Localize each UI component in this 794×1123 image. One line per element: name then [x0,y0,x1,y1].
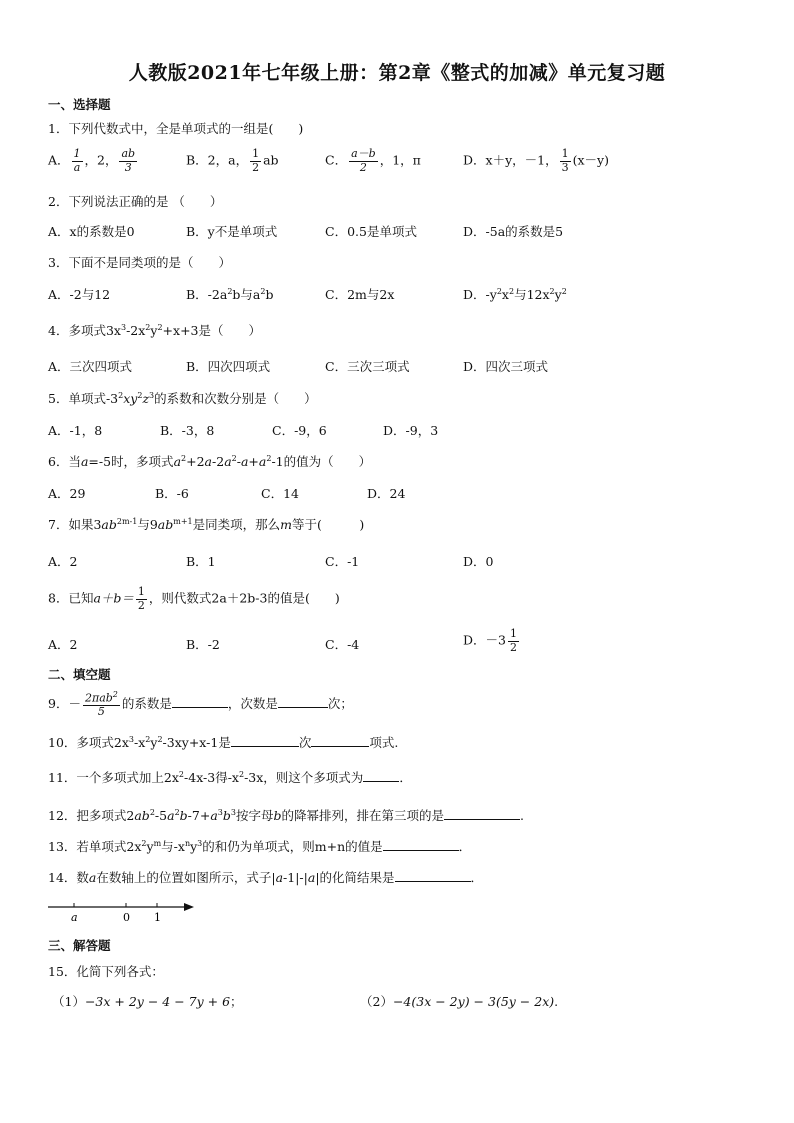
question-4-stem: 4．多项式$3x^3-2x^2y^2+x+3$是（ ） [48,322,261,338]
answer-blank[interactable] [231,734,299,747]
question-12: 12．把多项式$2ab^2-5a^2b-7+a^3b^3$按字母b的降幂排列，排在第三项的是 . [48,807,525,823]
question-15-part-1: （1）−3x + 2y − 4 − 7y + 6； [52,994,243,1009]
question-8-option-a: A．2 [48,637,78,652]
question-3-stem: 3．下面不是同类项的是（ ） [48,255,231,270]
label-1: 1 [154,911,161,924]
answer-blank[interactable] [278,695,328,708]
question-5-option-d: D．-9，3 [383,423,439,438]
question-7-option-a: A．2 [48,554,78,569]
question-2-option-c: C．0.5是单项式 [325,224,417,239]
question-9: 9．－ $\frac{2\pi ab^2}{5}$ 的系数是 ，次数是 次； [48,690,353,719]
answer-blank[interactable] [395,869,471,882]
number-line [46,897,198,925]
question-13: 13．若单项式$2x^2y^m$与$-x^ny^3$的和仍为单项式，则m+n的值是 ． [48,838,472,854]
question-8-option-d: D．－3 $\frac{1}{2}$ [463,627,517,654]
question-5-option-a: A．-1，8 [48,423,103,438]
question-4-option-c: C．三次三项式 [325,359,410,374]
fraction: $\frac{1}{2}$ [252,147,260,174]
question-1-stem: 1．下列代数式中，全是单项式的一组是( ) [48,121,304,136]
question-7-option-c: C．-1 [325,554,360,569]
question-10: 10．多项式$2x^3-x^2y^2-3xy+x-1$是 次 项式. [48,734,399,750]
page-title: 人教版2021年七年级上册：第2章《整式的加减》单元复习题 [128,62,666,84]
question-8-stem: 8．已知a＋b＝ $\frac{1}{2}$ ，则代数式2a＋2b-3的值是( ) [48,585,340,612]
question-2-option-a: A．x的系数是0 [48,224,135,239]
question-3-option-a: A．-2与12 [48,287,111,302]
fraction: $\frac{2\pi ab^2}{5}$ [84,690,118,719]
question-3-option-c: C．2m与2x [325,287,395,302]
arrow-icon [184,903,194,911]
question-5-stem: 5．单项式$-3^2xy^2z^3$的系数和次数分别是（ ） [48,390,317,406]
fraction: $\frac{1}{a}$ [73,147,81,174]
question-4-option-b: B．四次四项式 [186,359,271,374]
question-7-option-d: D．0 [463,554,494,569]
question-4-option-d: D．四次三项式 [463,359,549,374]
question-3-option-d: D．$-y^2x^2$与$12x^2y^2$ [463,286,567,302]
question-2-option-b: B．y不是单项式 [186,224,278,239]
question-14: 14．数a在数轴上的位置如图所示，式子|a-1|-|a|的化简结果是 ． [48,870,484,885]
fraction: $\frac{1}{3}$ [561,147,569,174]
question-15-part-2: （2）−4(3x − 2y) − 3(5y − 2x). [360,994,559,1009]
question-6-stem: 6．当a=-5时，多项式$a^2+2a-2a^2-a+a^2-1$的值为（ ） [48,453,372,469]
label-0: 0 [123,911,130,924]
question-2-stem: 2．下列说法正确的是 （ ） [48,194,223,209]
answer-blank[interactable] [363,769,399,782]
section-heading-solve: 三、解答题 [48,938,111,953]
answer-blank[interactable] [311,734,369,747]
question-7-option-b: B．1 [186,554,216,569]
answer-blank[interactable] [172,695,228,708]
fraction: $\frac{1}{2}$ [137,585,145,612]
question-4-option-a: A．三次四项式 [48,359,133,374]
question-11: 11．一个多项式加上$2x^2-4x-3$得$-x^2-3x$，则这个多项式为 ． [48,769,412,785]
question-7-stem: 7．如果$3ab^{2m-1}$与$9ab^{m+1}$是同类项，那么m等于( ) [48,516,365,532]
fraction: $\frac{a-b}{2}$ [351,147,376,174]
question-15-stem: 15．化简下列各式： [48,964,164,979]
question-1-option-c: C． $\frac{a-b}{2}$ ，1，π [325,147,421,174]
question-8-option-b: B．-2 [186,637,220,652]
question-3-option-b: B．$-2a^2b$与$a^2b$ [186,286,274,302]
question-6-option-b: B．-6 [155,486,189,501]
question-6-option-a: A．29 [48,486,86,501]
section-heading-fill: 二、填空题 [48,667,111,682]
section-heading-choice: 一、选择题 [48,97,111,112]
question-1-option-a: A． $\frac{1}{a}$ ，2， $\frac{ab}{3}$ [48,147,136,174]
fraction: $\frac{1}{2}$ [509,627,517,654]
question-5-option-b: B．-3，8 [160,423,215,438]
question-6-option-c: C．14 [261,486,299,501]
question-2-option-d: D．-5a的系数是5 [463,224,564,239]
answer-blank[interactable] [383,838,459,851]
question-1-option-d: D．x＋y，－1， $\frac{1}{3}$ (x－y) [463,147,609,174]
answer-blank[interactable] [444,807,520,820]
label-a: a [71,911,78,924]
question-6-option-d: D．24 [367,486,406,501]
question-8-option-c: C．-4 [325,637,360,652]
fraction: $\frac{ab}{3}$ [121,147,136,174]
question-1-option-b: B．2，a， $\frac{1}{2}$ ab [186,147,279,174]
question-5-option-c: C．-9，6 [272,423,327,438]
